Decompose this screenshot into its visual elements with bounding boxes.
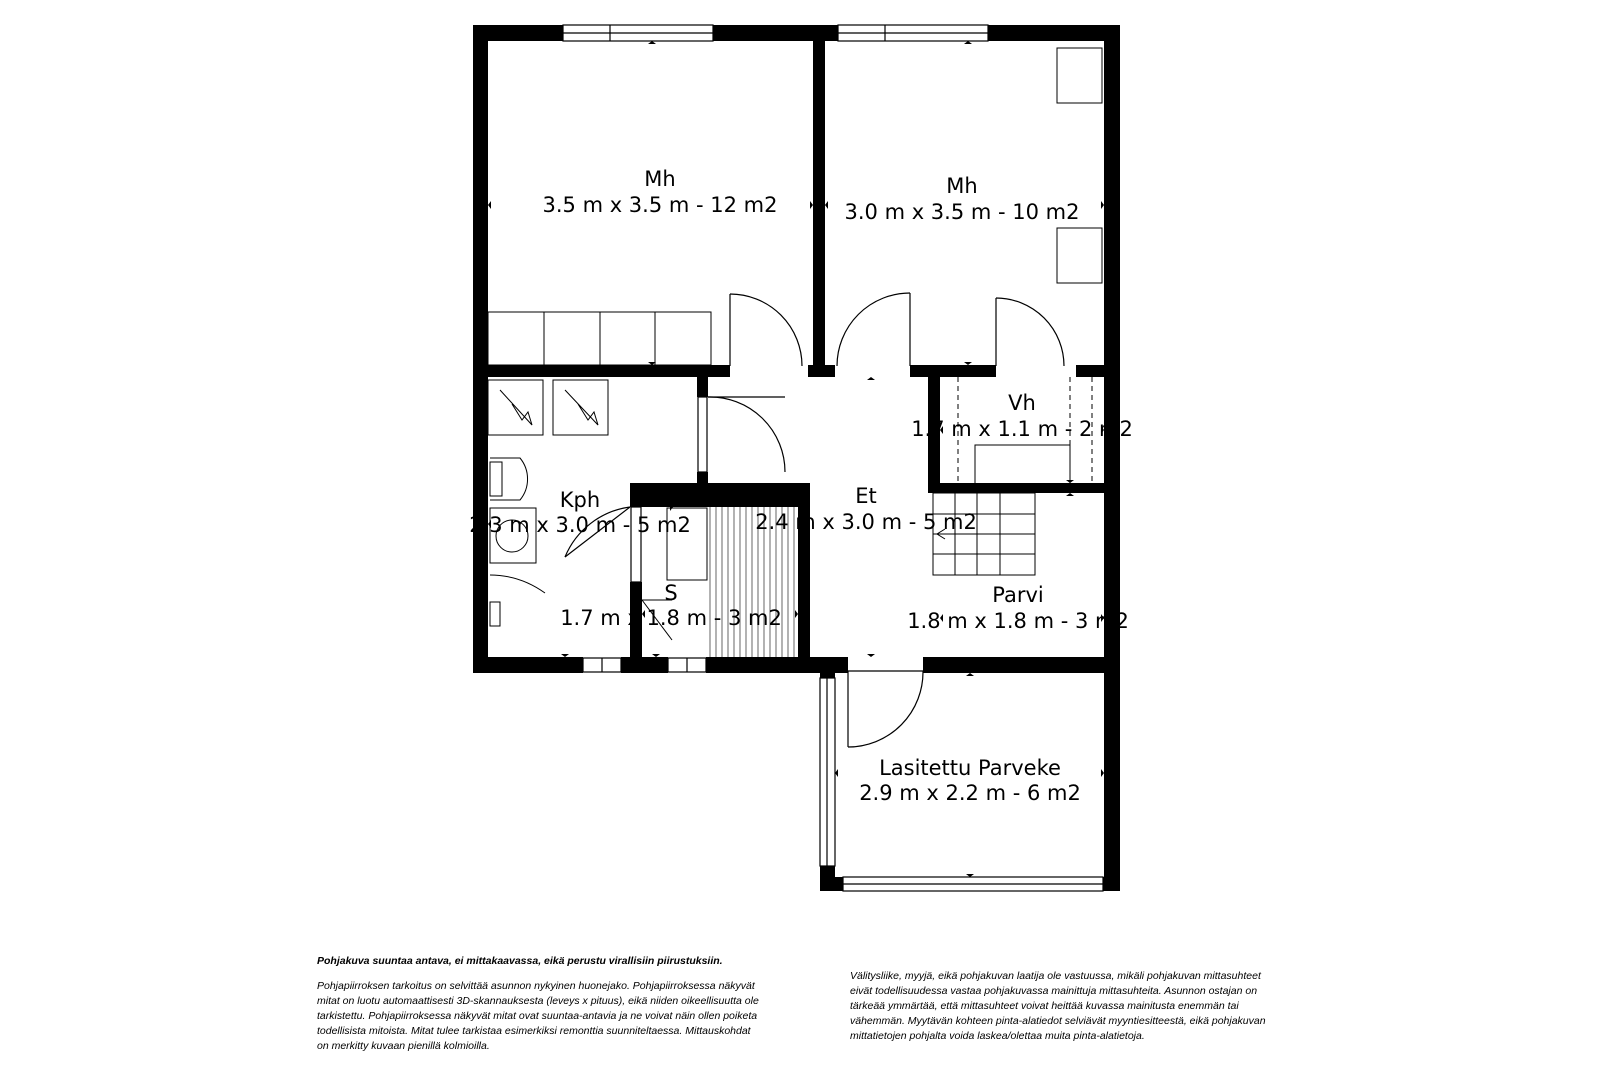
room-dims-parvi: 1.8 m x 1.8 m - 3 m2 xyxy=(907,609,1129,633)
room-name-mh1: Mh xyxy=(644,167,676,191)
measure-markers xyxy=(488,41,1104,877)
room-name-parvi: Parvi xyxy=(992,583,1044,607)
fixtures xyxy=(488,48,1102,657)
disclaimer-left-text: Pohjapiirroksen tarkoitus on selvittää asunnon nykyinen huonejako. Pohjapiirroksessa näkyvät mitat on luotu automaattisesti 3D-skannauksesta (leveys x pituus), eikä niiden oikeellisuutta ole tarkistettu. Pohjapiirroksessa näkyvät mitat ovat suuntaa-antavia ja ne voivat näin ollen poiketa todellisista mitoista. Mitat tulee tarkistaa esimerkiksi remonttia suunniteltaessa. Mittauskohdat on merkitty kuvaan pienillä kolmioilla. xyxy=(317,980,759,1052)
disclaimer-left xyxy=(317,954,765,1064)
room-name-s: S xyxy=(664,581,678,605)
disclaimer-right xyxy=(850,969,1282,1054)
room-dims-et: 2.4 m x 3.0 m - 5 m2 xyxy=(755,510,977,534)
room-dims-kph: 2.3 m x 3.0 m - 5 m2 xyxy=(469,513,691,537)
disclaimer-right-text: Välitysliike, myyjä, eikä pohjakuvan laatija ole vastuussa, mikäli pohjakuvan mittasuhteet eivät todellisuudessa vastaa pohjakuvassa mainittuja mittasuhteita. Asunnon ostajan on tärkeää ymmärtää, että mittasuhteet voivat heittää kuvassa mainitusta enemmän tai vähemmän. Myytävän kohteen pinta-alatiedot selviävät myyntiesitteestä, eikä pohjakuvan mittatietojen pohjalta voida laskea/olettaa muita pinta-alatietoja. xyxy=(850,970,1266,1042)
room-name-parveke: Lasitettu Parveke xyxy=(879,756,1061,780)
room-dims-vh: 1.7 m x 1.1 m - 2 m2 xyxy=(911,417,1133,441)
room-dims-mh1: 3.5 m x 3.5 m - 12 m2 xyxy=(542,193,778,217)
room-name-vh: Vh xyxy=(1008,391,1036,415)
disclaimer-heading: Pohjakuva suuntaa antava, ei mittakaavassa, eikä perustu virallisiin piirustuksiin. xyxy=(317,955,723,967)
room-dims-parveke: 2.9 m x 2.2 m - 6 m2 xyxy=(859,781,1081,805)
room-dims-s: 1.7 m x 1.8 m - 3 m2 xyxy=(560,606,782,630)
room-name-et: Et xyxy=(855,484,877,508)
room-name-kph: Kph xyxy=(559,488,601,512)
room-name-mh2: Mh xyxy=(946,174,978,198)
room-dims-mh2: 3.0 m x 3.5 m - 10 m2 xyxy=(844,200,1080,224)
